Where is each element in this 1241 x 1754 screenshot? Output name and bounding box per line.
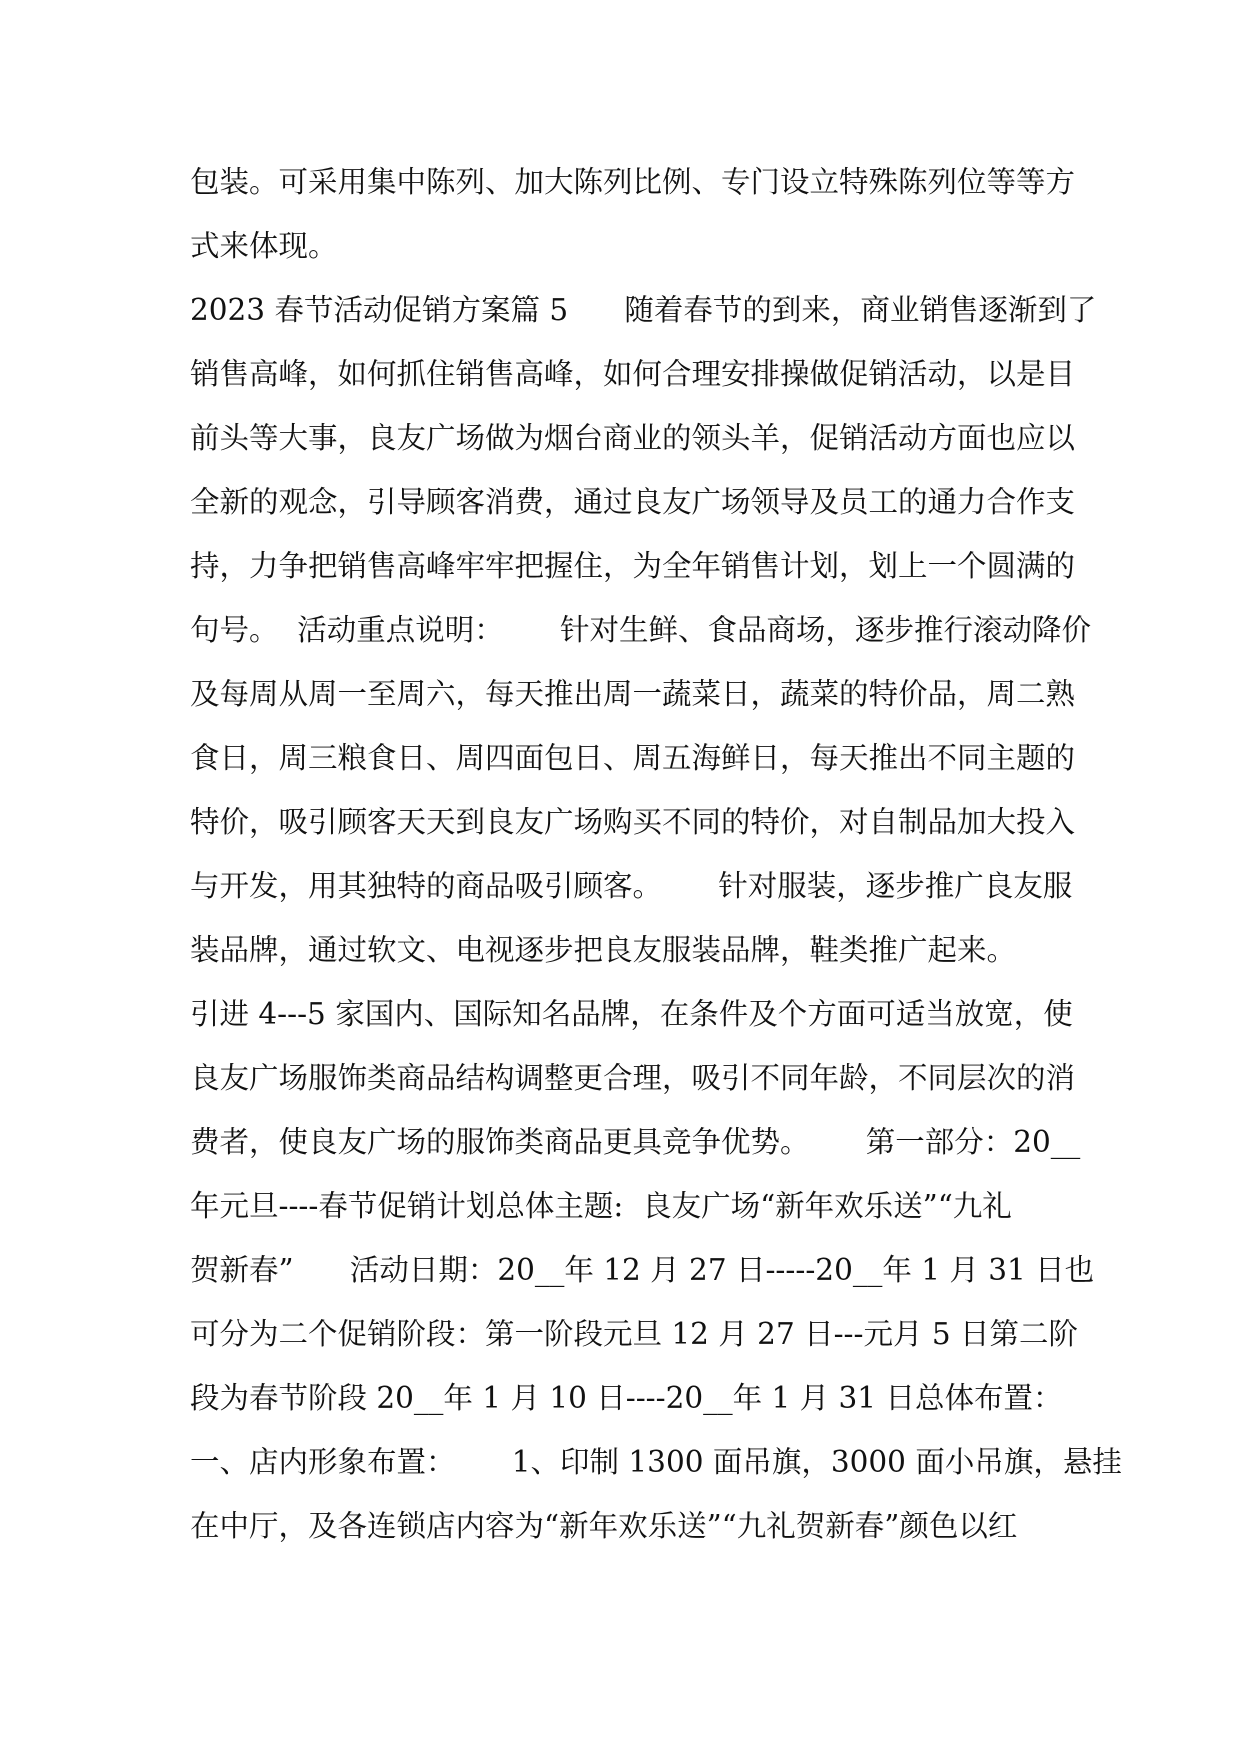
- text-line: 2023 春节活动促销方案篇 5 随着春节的到来，商业销售逐渐到了: [190, 293, 1097, 327]
- text-line: 可分为二个促销阶段：第一阶段元旦 12 月 27 日---元月 5 日第二阶: [190, 1317, 1079, 1351]
- text-line: 贺新春” 活动日期：20__年 12 月 27 日-----20__年 1 月 31 日也: [190, 1253, 1095, 1287]
- text-line: 引进 4---5 家国内、国际知名品牌，在条件及个方面可适当放宽，使: [190, 997, 1073, 1031]
- text-line: 食日，周三粮食日、周四面包日、周五海鲜日，每天推出不同主题的: [190, 741, 1076, 775]
- text-line: 良友广场服饰类商品结构调整更合理，吸引不同年龄，不同层次的消: [190, 1061, 1076, 1095]
- text-line: 式来体现。: [190, 229, 338, 263]
- text-line: 及每周从周一至周六，每天推出周一蔬菜日，蔬菜的特价品，周二熟: [190, 677, 1076, 711]
- text-line: 装品牌，通过软文、电视逐步把良友服装品牌，鞋类推广起来。: [190, 933, 1017, 967]
- text-line: 与开发，用其独特的商品吸引顾客。 针对服装，逐步推广良友服: [190, 869, 1073, 903]
- text-line: 在中厅，及各连锁店内容为“新年欢乐送”“九礼贺新春”颜色以红: [190, 1509, 1018, 1543]
- text-line: 包装。可采用集中陈列、加大陈列比例、专门设立特殊陈列位等等方: [190, 165, 1076, 199]
- text-line: 销售高峰，如何抓住销售高峰，如何合理安排操做促销活动，以是目: [190, 357, 1076, 391]
- text-line: 段为春节阶段 20__年 1 月 10 日----20__年 1 月 31 日总体布置：: [190, 1381, 1063, 1415]
- text-line: 一、店内形象布置： 1、印制 1300 面吊旗，3000 面小吊旗，悬挂: [190, 1445, 1122, 1479]
- text-line: 持，力争把销售高峰牢牢把握住，为全年销售计划，划上一个圆满的: [190, 549, 1076, 583]
- text-line: 特价，吸引顾客天天到良友广场购买不同的特价，对自制品加大投入: [190, 805, 1076, 839]
- body-text: [190, 150, 1122, 1558]
- text-line: 费者，使良友广场的服饰类商品更具竞争优势。 第一部分：20__: [190, 1125, 1081, 1159]
- text-line: 年元旦----春节促销计划总体主题: 良友广场“新年欢乐送”“九礼: [190, 1189, 1012, 1223]
- text-line: 前头等大事，良友广场做为烟台商业的领头羊，促销活动方面也应以: [190, 421, 1076, 455]
- text-line: 句号。 活动重点说明： 针对生鲜、食品商场，逐步推行滚动降价: [190, 613, 1092, 647]
- text-line: 全新的观念，引导顾客消费，通过良友广场领导及员工的通力合作支: [190, 485, 1076, 519]
